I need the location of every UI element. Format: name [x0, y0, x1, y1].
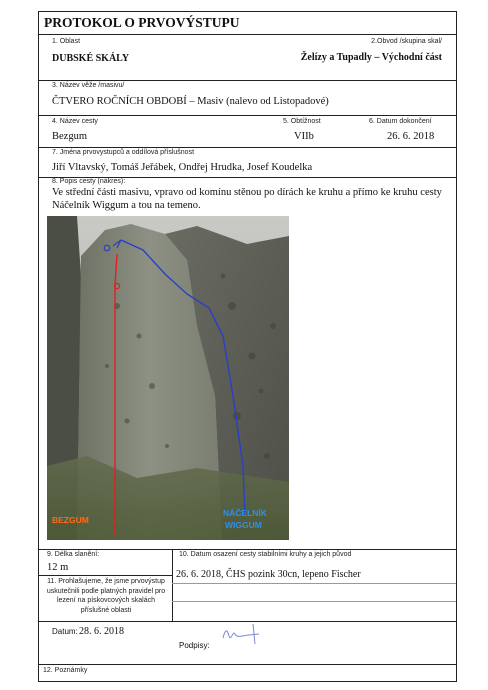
- district-value: Želízy a Tupadly – Východní část: [300, 52, 442, 63]
- description-text: Ve střední části masivu, vpravo od komínu stěnou po dírách ke kruhu a přímo ke kruhu cesty Náčelník Wiggum a tou na temeno.: [52, 187, 442, 211]
- col-divider: [172, 550, 173, 622]
- signature-mark: [219, 620, 267, 646]
- tower-label: 3. Název věže /masivu/: [52, 82, 125, 89]
- route-name-label: 4. Název cesty: [52, 118, 98, 125]
- signature-label: Podpisy:: [179, 641, 210, 650]
- climbers-row: [39, 148, 456, 178]
- bolting-value: 26. 6. 2018, ČHS pozink 30cn, lepeno Fischer: [176, 569, 361, 580]
- tower-value: ČTVERO ROČNÍCH OBDOBÍ – Masiv (nalevo od Listopadové): [52, 96, 329, 107]
- route-name: Bezgum: [52, 131, 87, 142]
- signing-date: 28. 6. 2018: [79, 626, 124, 637]
- rappel-label: 9. Délka slanění:: [47, 551, 100, 558]
- bezgum-photo-label: BEZGUM: [52, 515, 89, 525]
- route-row: [39, 116, 456, 148]
- signing-date-label: Datum:: [52, 627, 78, 636]
- wiggum-photo-label-2: WIGGUM: [225, 520, 262, 530]
- title-row: [39, 12, 456, 35]
- declaration-label: 11. Prohlašujeme, že jsme prvovýstup uskutečnili podle platných pravidel pro lezení na pískovcových skalách příslušné oblasti: [46, 578, 166, 614]
- climbers-value: Jiří Vltavský, Tomáš Jeřábek, Ondřej Hrudka, Josef Koudelka: [52, 162, 313, 173]
- form-title: PROTOKOL O PRVOVÝSTUPU: [44, 15, 240, 30]
- bolting-label: 10. Datum osazení cesty stabilními kruhy a jejich původ: [179, 551, 352, 558]
- area-label: 1. Oblast: [52, 38, 81, 45]
- rappel-value: 12 m: [47, 562, 69, 573]
- climbers-label: 7. Jména prvovystupců a oddílová příslušnost: [52, 149, 195, 156]
- difficulty-label: 5. Obtížnost: [283, 118, 321, 125]
- completion-date: 26. 6. 2018: [387, 131, 435, 142]
- wiggum-photo-label-1: NÁČELNÍK: [223, 508, 267, 518]
- area-row: [39, 35, 456, 81]
- protocol-form: [38, 11, 457, 682]
- route-photo: [47, 216, 289, 540]
- area-value: DUBSKÉ SKÁLY: [52, 53, 130, 64]
- tower-row: [39, 81, 456, 116]
- district-label: 2.Obvod /skupina skal/: [371, 38, 442, 45]
- description-label: 8. Popis cesty (nákres):: [52, 178, 126, 185]
- completion-date-label: 6. Datum dokončení: [369, 118, 432, 125]
- difficulty-value: VIIb: [294, 131, 314, 142]
- notes-label: 12. Poznámky: [43, 667, 88, 674]
